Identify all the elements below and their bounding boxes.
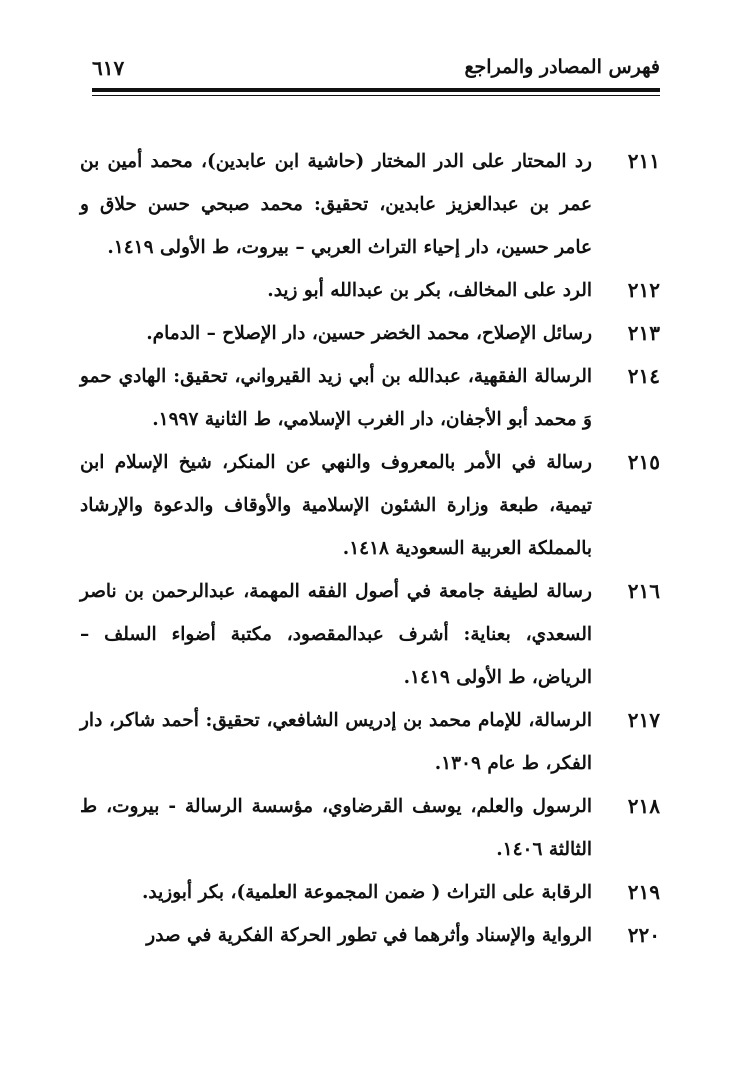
entry-text: رسالة لطيفة جامعة في أصول الفقه المهمة، عبدالرحمن بن ناصر السعدي، بعناية: أشرف عبدالمقصود، مكتبة أضواء السلف – الرياض، ط الأولى ١٤١٩. [80, 581, 592, 688]
entry-number: ٢١١ [627, 149, 660, 173]
bibliography-entry-218 [80, 785, 660, 871]
entry-text: الرسالة الفقهية، عبدالله بن أبي زيد القيرواني، تحقيق: الهادي حمو وَ محمد أبو الأجفان، دار الغرب الإسلامي، ط الثانية ١٩٩٧. [80, 366, 592, 430]
entry-number: ٢١٥ [627, 450, 660, 474]
entry-number: ٢١٣ [627, 321, 660, 345]
entry-number: ٢١٨ [627, 794, 660, 818]
bibliography-entry-211 [80, 140, 660, 269]
entry-text: رسالة في الأمر بالمعروف والنهي عن المنكر، شيخ الإسلام ابن تيمية، طبعة وزارة الشئون الإسلامية والأوقاف والدعوة والإرشاد بالمملكة العربية السعودية ١٤١٨. [80, 452, 592, 559]
bibliography-entry-213 [80, 312, 660, 355]
entry-number: ٢٢٠ [627, 923, 660, 947]
entry-text: رسائل الإصلاح، محمد الخضر حسين، دار الإصلاح – الدمام. [146, 323, 592, 344]
entry-text: الرسول والعلم، يوسف القرضاوي، مؤسسة الرسالة - بيروت، ط الثالثة ١٤٠٦. [80, 796, 592, 860]
bibliography-entry-220 [80, 914, 660, 957]
bibliography-entry-212 [80, 269, 660, 312]
entry-number: ٢١٦ [627, 579, 660, 603]
entry-number: ٢١٢ [627, 278, 660, 302]
bibliography-entry-214 [80, 355, 660, 441]
header-rule-thick [92, 88, 660, 92]
bibliography-entry-215 [80, 441, 660, 570]
entry-number: ٢١٤ [627, 364, 660, 388]
bibliography-list [80, 140, 660, 957]
header-rule-thin [92, 95, 660, 96]
entry-text: الرد على المخالف، بكر بن عبدالله أبو زيد. [267, 280, 592, 301]
entry-number: ٢١٩ [627, 880, 660, 904]
running-header [92, 50, 660, 86]
header-title: فهرس المصادر والمراجع [464, 56, 660, 78]
bibliography-entry-217 [80, 699, 660, 785]
entry-text: الرسالة، للإمام محمد بن إدريس الشافعي، تحقيق: أحمد شاكر، دار الفكر، ط عام ١٣٠٩. [80, 710, 592, 774]
entry-text: الرقابة على التراث ( ضمن المجموعة العلمية)، بكر أبوزيد. [141, 882, 592, 903]
entry-text: الرواية والإسناد وأثرهما في تطور الحركة الفكرية في صدر [146, 925, 592, 946]
entry-text: رد المحتار على الدر المختار (حاشية ابن عابدين)، محمد أمين بن عمر بن عبدالعزيز عابدين، تحقيق: محمد صبحي حسن حلاق و عامر حسين، دار إحياء التراث العربي – بيروت، ط الأولى ١٤١٩. [80, 151, 592, 258]
page-number: ٦١٧ [92, 56, 125, 80]
bibliography-entry-219 [80, 871, 660, 914]
bibliography-entry-216 [80, 570, 660, 699]
entry-number: ٢١٧ [627, 708, 660, 732]
